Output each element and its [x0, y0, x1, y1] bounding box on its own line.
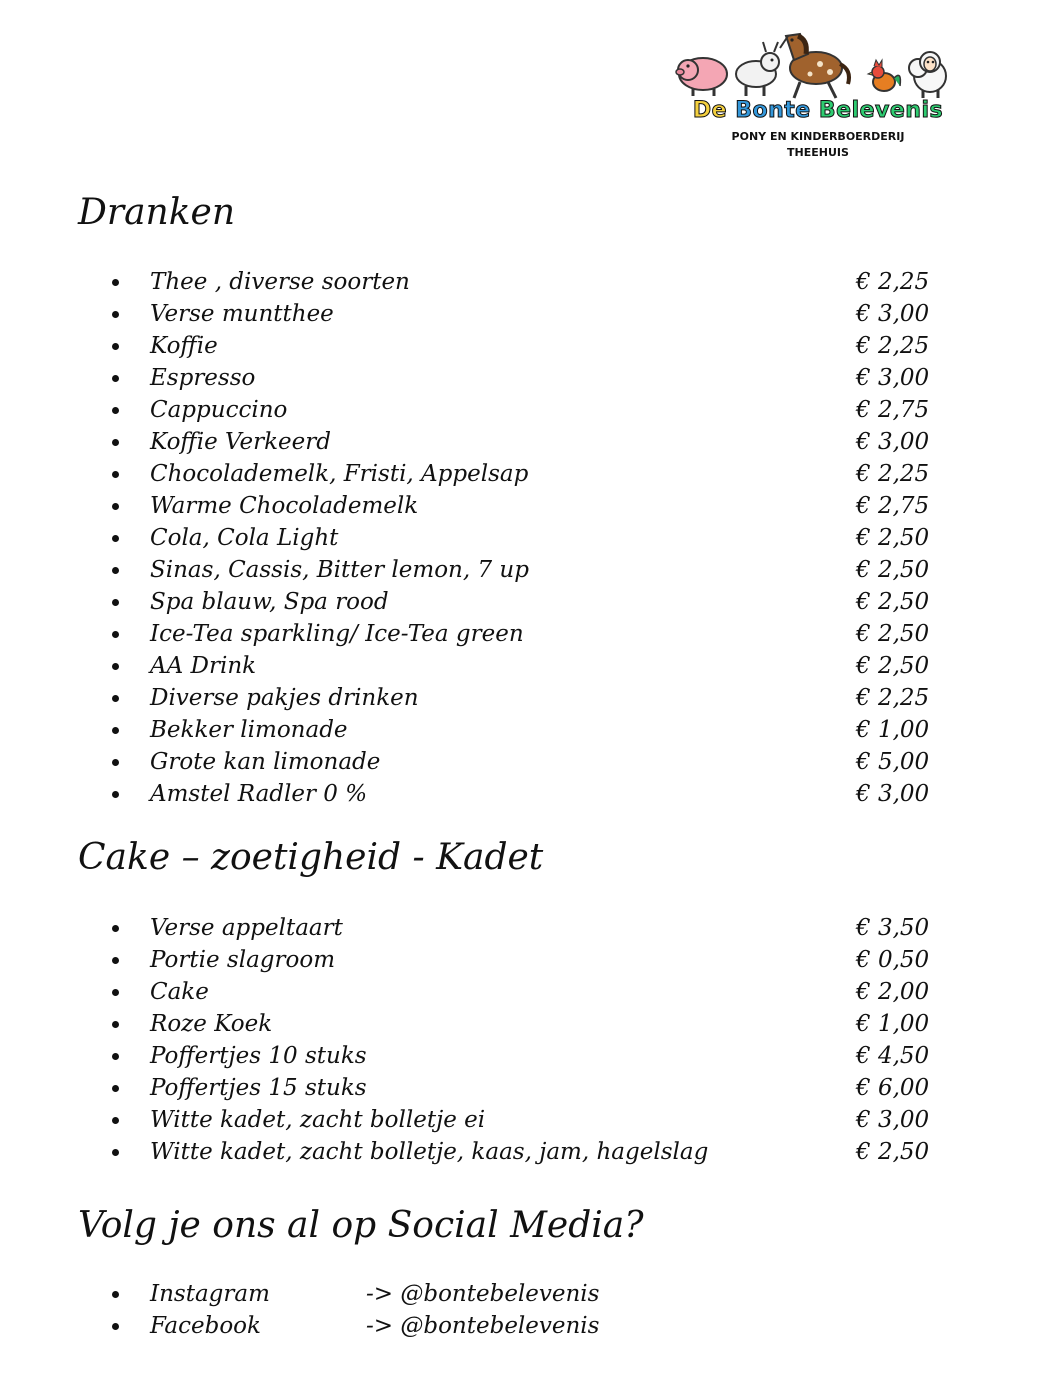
bullet-icon — [112, 1323, 119, 1330]
item-name: AA Drink — [150, 653, 257, 679]
list-item — [0, 1278, 1062, 1310]
item-name: Facebook — [150, 1313, 261, 1339]
item-name: Ice-Tea sparkling/ Ice-Tea green — [150, 621, 524, 647]
list-item — [0, 682, 1062, 714]
item-price: € 3,00 — [856, 429, 930, 455]
item-price: € 1,00 — [856, 717, 930, 743]
bullet-icon — [112, 1149, 119, 1156]
bullet-icon — [112, 1291, 119, 1298]
goat-icon — [736, 42, 779, 96]
brand-part: Belevenis — [818, 98, 944, 123]
list-item — [0, 618, 1062, 650]
list-item — [0, 1104, 1062, 1136]
item-price: € 4,50 — [856, 1043, 930, 1069]
item-price: € 3,00 — [856, 1107, 930, 1133]
horse-icon — [780, 34, 849, 98]
list-item — [0, 394, 1062, 426]
bullet-icon — [112, 957, 119, 964]
brand-name — [668, 98, 968, 123]
brand-subtitle-2: THEEHUIS — [787, 146, 849, 159]
item-price: € 0,50 — [856, 947, 930, 973]
item-name: Verse appeltaart — [150, 915, 343, 941]
bullet-icon — [112, 759, 119, 766]
item-price: € 3,00 — [856, 781, 930, 807]
item-handle: -> @bontebelevenis — [366, 1281, 600, 1307]
logo — [668, 30, 968, 165]
item-price: € 2,00 — [856, 979, 930, 1005]
list-item — [0, 944, 1062, 976]
item-name: Cake — [150, 979, 209, 1005]
item-price: € 3,00 — [856, 365, 930, 391]
item-price: € 2,50 — [856, 589, 930, 615]
list-item — [0, 426, 1062, 458]
item-name: Sinas, Cassis, Bitter lemon, 7 up — [150, 557, 529, 583]
bullet-icon — [112, 375, 119, 382]
bullet-icon — [112, 343, 119, 350]
item-price: € 2,75 — [856, 493, 930, 519]
farm-animals-illustration — [668, 30, 968, 102]
item-price: € 2,50 — [856, 1139, 930, 1165]
bullet-icon — [112, 1053, 119, 1060]
item-name: Bekker limonade — [150, 717, 348, 743]
item-price: € 2,50 — [856, 557, 930, 583]
item-price: € 2,75 — [856, 397, 930, 423]
pig-icon — [676, 58, 727, 96]
item-name: Thee , diverse soorten — [150, 269, 410, 295]
item-name: Amstel Radler 0 % — [150, 781, 368, 807]
item-name: Instagram — [150, 1281, 270, 1307]
bullet-icon — [112, 1021, 119, 1028]
item-name: Roze Koek — [150, 1011, 273, 1037]
bullet-icon — [112, 925, 119, 932]
section-title-drinks: Dranken — [78, 192, 236, 233]
bullet-icon — [112, 567, 119, 574]
list-item — [0, 714, 1062, 746]
list-item — [0, 746, 1062, 778]
brand-subtitle: PONY EN KINDERBOERDERIJ — [731, 130, 905, 143]
list-item — [0, 1310, 1062, 1342]
item-name: Grote kan limonade — [150, 749, 381, 775]
item-price: € 2,50 — [856, 525, 930, 551]
list-item — [0, 490, 1062, 522]
item-price: € 2,25 — [856, 685, 930, 711]
item-name: Poffertjes 15 stuks — [150, 1075, 367, 1101]
list-item — [0, 554, 1062, 586]
bullet-icon — [112, 599, 119, 606]
item-name: Poffertjes 10 stuks — [150, 1043, 367, 1069]
item-name: Cola, Cola Light — [150, 525, 339, 551]
bullet-icon — [112, 311, 119, 318]
item-name: Espresso — [150, 365, 256, 391]
list-item — [0, 1072, 1062, 1104]
item-name: Koffie Verkeerd — [150, 429, 331, 455]
bullet-icon — [112, 1085, 119, 1092]
sheep-icon — [909, 52, 946, 98]
section-title-sweets: Cake – zoetigheid - Kadet — [78, 837, 544, 878]
list-item — [0, 458, 1062, 490]
bullet-icon — [112, 989, 119, 996]
bullet-icon — [112, 279, 119, 286]
brand-part: De — [692, 98, 736, 123]
section-title-social: Volg je ons al op Social Media? — [78, 1205, 644, 1246]
item-name: Chocolademelk, Fristi, Appelsap — [150, 461, 529, 487]
bullet-icon — [112, 439, 119, 446]
list-item — [0, 912, 1062, 944]
item-name: Witte kadet, zacht bolletje ei — [150, 1107, 486, 1133]
item-price: € 3,00 — [856, 301, 930, 327]
list-item — [0, 330, 1062, 362]
bullet-icon — [112, 695, 119, 702]
item-handle: -> @bontebelevenis — [366, 1313, 600, 1339]
sweets-list — [0, 912, 1062, 1168]
item-name: Verse muntthee — [150, 301, 334, 327]
list-item — [0, 1008, 1062, 1040]
bullet-icon — [112, 471, 119, 478]
item-price: € 5,00 — [856, 749, 930, 775]
list-item — [0, 778, 1062, 810]
list-item — [0, 586, 1062, 618]
item-price: € 1,00 — [856, 1011, 930, 1037]
item-price: € 6,00 — [856, 1075, 930, 1101]
brand-part: Bonte — [735, 98, 819, 123]
bullet-icon — [112, 791, 119, 798]
bullet-icon — [112, 503, 119, 510]
list-item — [0, 298, 1062, 330]
bullet-icon — [112, 535, 119, 542]
item-price: € 2,50 — [856, 621, 930, 647]
item-price: € 2,25 — [856, 333, 930, 359]
bullet-icon — [112, 1117, 119, 1124]
bullet-icon — [112, 407, 119, 414]
list-item — [0, 362, 1062, 394]
list-item — [0, 266, 1062, 298]
item-name: Spa blauw, Spa rood — [150, 589, 389, 615]
item-name: Koffie — [150, 333, 218, 359]
item-name: Witte kadet, zacht bolletje, kaas, jam, hagelslag — [150, 1139, 709, 1165]
list-item — [0, 1136, 1062, 1168]
rooster-icon — [868, 60, 900, 91]
social-list — [0, 1278, 1062, 1342]
list-item — [0, 976, 1062, 1008]
item-price: € 2,50 — [856, 653, 930, 679]
list-item — [0, 1040, 1062, 1072]
bullet-icon — [112, 663, 119, 670]
list-item — [0, 522, 1062, 554]
item-name: Portie slagroom — [150, 947, 335, 973]
item-name: Diverse pakjes drinken — [150, 685, 419, 711]
item-name: Warme Chocolademelk — [150, 493, 419, 519]
bullet-icon — [112, 727, 119, 734]
list-item — [0, 650, 1062, 682]
item-price: € 2,25 — [856, 461, 930, 487]
drinks-list — [0, 266, 1062, 810]
item-price: € 2,25 — [856, 269, 930, 295]
item-price: € 3,50 — [856, 915, 930, 941]
item-name: Cappuccino — [150, 397, 288, 423]
bullet-icon — [112, 631, 119, 638]
